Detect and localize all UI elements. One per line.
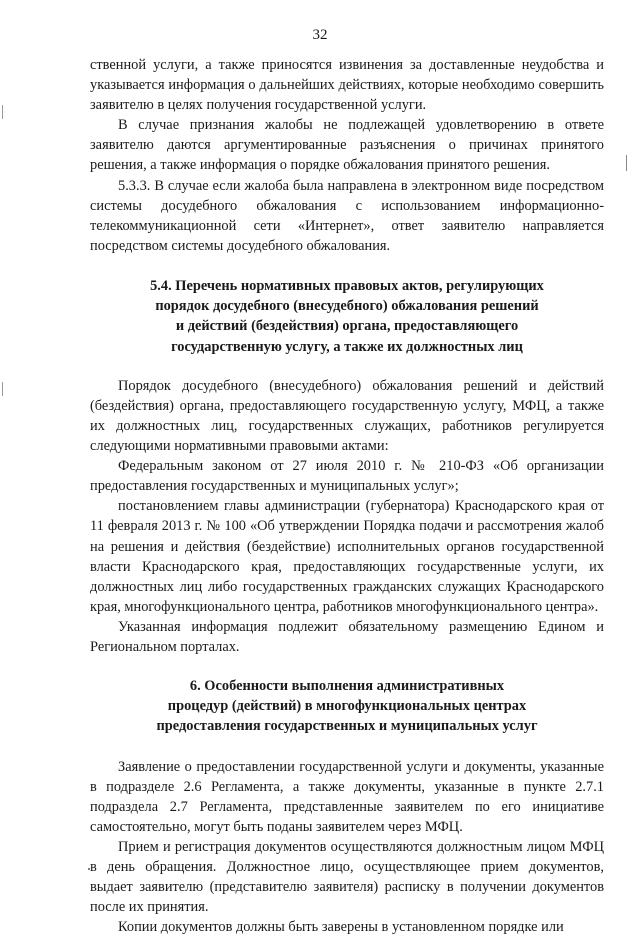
scan-mark bbox=[2, 382, 3, 396]
paragraph: Заявление о предоставлении государственной услуги и документы, указанные в подразделе 2.6 Регламента, а также документы, указанные в пункте 2.7.1 подраздела 2.7 Регламента, представленные заявителем по его инициативе самостоятельно, могут быть поданы заявителем через МФЦ. bbox=[90, 758, 604, 835]
heading-line: 5.4. Перечень нормативных правовых актов, регулирующих bbox=[150, 277, 544, 294]
heading-line: предоставления государственных и муниципальных услуг bbox=[156, 718, 538, 735]
heading-line: процедур (действий) в многофункциональных центрах bbox=[167, 698, 527, 715]
heading-line: и действий (бездействия) органа, предоставляющего bbox=[175, 318, 519, 335]
heading-line: порядок досудебного (внесудебного) обжалования решений bbox=[155, 298, 539, 315]
heading-line: 6. Особенности выполнения административных bbox=[189, 678, 505, 695]
paragraph: Копии документов должны быть заверены в установленном порядке или bbox=[118, 919, 564, 936]
section-heading-6 bbox=[90, 676, 604, 737]
scan-mark bbox=[626, 155, 627, 171]
paragraph: Порядок досудебного (внесудебного) обжалования решений и действий (бездействия) органа, предоставляющего государственную услугу, МФЦ, а также их должностных лиц, государственных служащих, работников регулируется следующими нормативными правовыми актами: bbox=[90, 377, 604, 455]
paragraph: Указанная информация подлежит обязательному размещению Едином и Региональном порталах. bbox=[90, 618, 604, 655]
paragraph: Федеральным законом от 27 июля 2010 г. № 210-ФЗ «Об организации предоставления государственных и муниципальных услуг»; bbox=[90, 458, 604, 495]
section-heading-5-4 bbox=[90, 276, 604, 357]
paragraph: Прием и регистрация документов осуществляются должностным лицом МФЦ в день обращения. Должностное лицо, осуществляющее прием документов, выдает заявителю (представителю заявителя) расписку в получении документов после их принятия. bbox=[90, 839, 604, 916]
page-number: 32 bbox=[312, 27, 328, 43]
heading-line: государственную услугу, а также их должностных лиц bbox=[171, 338, 523, 355]
scan-mark bbox=[2, 105, 3, 119]
document-body bbox=[90, 55, 604, 938]
paragraph: ственной услуги, а также приносятся извинения за доставленные неудобства и указывается информация о дальнейших действиях, которые необходимо совершить заявителю в целях получения государственной услуги. bbox=[90, 57, 604, 114]
paragraph: постановлением главы администрации (губернатора) Краснодарского края от 11 февраля 2013 г. № 100 «Об утверждении Порядка подачи и рассмотрения жалоб на решения и действия (бездействие) исполнительных органов государственной власти Краснодарского края, предоставляющих государственные услуги, их должностных лиц либо государственных гражданских служащих Краснодарского края, многофункционального центра, работников многофункционального центра». bbox=[90, 498, 604, 615]
paragraph: В случае признания жалобы не подлежащей удовлетворению в ответе заявителю даются аргументированные разъяснения о причинах принятого решения, а также информация о порядке обжалования принятого решения. bbox=[90, 117, 604, 174]
paragraph: 5.3.3. В случае если жалоба была направлена в электронном виде посредством системы досудебного обжалования с использованием информационно-телекоммуникационной сети «Интернет», ответ заявителю направляется посредством системы досудебного обжалования. bbox=[90, 177, 604, 254]
